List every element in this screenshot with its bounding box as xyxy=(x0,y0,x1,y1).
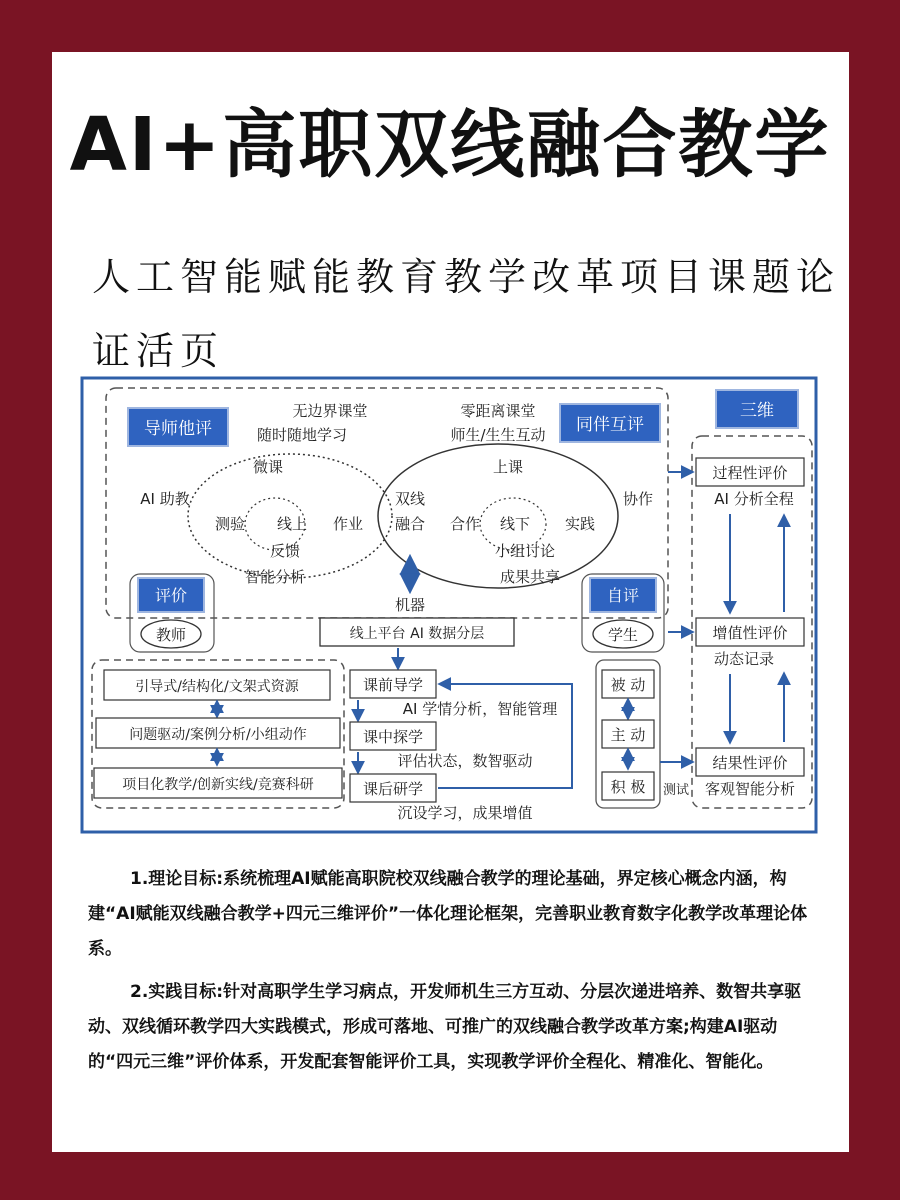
badge-self-eval xyxy=(590,578,656,612)
badge-evaluation xyxy=(138,578,204,612)
offline-practice-label: 实践 xyxy=(564,515,596,533)
eval-result-desc: 客观智能分析 xyxy=(704,780,796,798)
merge-line2: 融合 xyxy=(394,515,426,533)
svg-text:项目化教学/创新实线/竞赛科研: 项目化教学/创新实线/竞赛科研 xyxy=(122,777,314,793)
stage-mid-desc: 评估状态，数智驱动 xyxy=(397,752,533,770)
svg-text:结果性评价: 结果性评价 xyxy=(712,754,788,772)
svg-text:课中探学: 课中探学 xyxy=(362,728,424,746)
offline-center-label: 线下 xyxy=(499,515,531,533)
eval-value-added xyxy=(696,618,804,646)
badge-peer xyxy=(560,404,660,442)
online-micro-label: 微课 xyxy=(252,458,284,476)
offline-class-label: 上课 xyxy=(492,458,524,476)
eval-process-desc: AI 分析全程 xyxy=(714,490,794,508)
offline-collab-label: 协作 xyxy=(622,490,654,508)
online-assist-label: AI 助教 xyxy=(140,490,190,508)
merge-line1: 双线 xyxy=(394,490,426,508)
online-analysis-label: 智能分析 xyxy=(244,568,306,586)
svg-text:同伴互评: 同伴互评 xyxy=(576,415,644,435)
stage-post-desc: 沉设学习，成果增值 xyxy=(397,804,533,822)
svg-text:课前导学: 课前导学 xyxy=(362,676,424,694)
goal-theory-paragraph: 1.理论目标:系统梳理AI赋能高职院校双线融合教学的理论基础，界定核心概念内涵，构建“AI赋能双线融合教学+四元三维评价”一体化理论框架，完善职业教育数字化教学改革理论体系。 xyxy=(88,869,808,959)
offline-share-label: 成果共享 xyxy=(499,568,561,586)
badge-mentor xyxy=(128,408,228,446)
online-feedback-label: 反馈 xyxy=(269,542,301,560)
svg-text:自评: 自评 xyxy=(606,586,640,605)
stage-pre-desc: AI 学情分析，智能管理 xyxy=(402,700,558,718)
svg-text:增值性评价: 增值性评价 xyxy=(712,624,788,642)
stage-mid xyxy=(350,722,436,750)
badge-three-dim xyxy=(716,390,798,428)
attitude-box-1 xyxy=(602,670,654,698)
svg-text:评价: 评价 xyxy=(154,586,188,605)
attitude-box-2 xyxy=(602,720,654,748)
svg-text:主 动: 主 动 xyxy=(610,726,646,744)
resource-box-3 xyxy=(94,768,342,798)
offline-area-label: 零距离课堂 xyxy=(460,402,536,420)
page-title: AI+高职双线融合教学 xyxy=(69,102,831,188)
body-text xyxy=(88,862,818,1088)
online-anytime-label: 随时随地学习 xyxy=(256,426,348,444)
test-label: 测试 xyxy=(662,783,690,798)
offline-cooperate-label: 合作 xyxy=(449,515,481,533)
machine-label: 机器 xyxy=(394,596,426,614)
goal-practice-paragraph: 2.实践目标:针对高职学生学习病点，开发师机生三方互动、分层次递进培养、数智共享驱动、双线循环教学四大实践模式，形成可落地、可推广的双线融合教学改革方案;构建AI驱动的“四元三维”评价体系，开发配套智能评价工具，实现教学评价全程化、精准化、智能化。 xyxy=(88,982,802,1072)
svg-text:导师他评: 导师他评 xyxy=(144,419,212,439)
online-center-label: 线上 xyxy=(276,515,308,533)
svg-text:问题驱动/案例分析/小组动作: 问题驱动/案例分析/小组动作 xyxy=(129,727,307,743)
offline-interact-label: 师生/生生互动 xyxy=(450,426,546,444)
platform-label: 线上平台 AI 数据分层 xyxy=(349,626,485,642)
online-area-label: 无边界课堂 xyxy=(292,402,368,420)
stage-post xyxy=(350,774,436,802)
eval-result xyxy=(696,748,804,776)
resource-box-2 xyxy=(96,718,340,748)
attitude-box-3 xyxy=(602,772,654,800)
teaching-model-diagram xyxy=(80,376,820,836)
svg-text:被 动: 被 动 xyxy=(610,676,646,694)
svg-text:课后研学: 课后研学 xyxy=(362,780,424,798)
student-label: 学生 xyxy=(607,626,639,644)
offline-group-label: 小组讨论 xyxy=(494,542,556,560)
stage-pre xyxy=(350,670,436,698)
svg-text:过程性评价: 过程性评价 xyxy=(712,464,788,482)
eval-value-added-desc: 动态记录 xyxy=(713,650,775,668)
online-test-label: 测验 xyxy=(214,515,246,533)
teacher-label: 教师 xyxy=(155,626,187,644)
eval-process xyxy=(696,458,804,486)
svg-text:三维: 三维 xyxy=(740,401,774,421)
svg-text:积 极: 积 极 xyxy=(610,778,646,796)
page-subtitle: 人工智能赋能教育教学改革项目课题论证活页 xyxy=(92,255,841,373)
online-homework-label: 作业 xyxy=(332,515,364,533)
resource-box-1 xyxy=(104,670,330,700)
svg-text:引导式/结构化/文架式资源: 引导式/结构化/文架式资源 xyxy=(135,679,299,695)
